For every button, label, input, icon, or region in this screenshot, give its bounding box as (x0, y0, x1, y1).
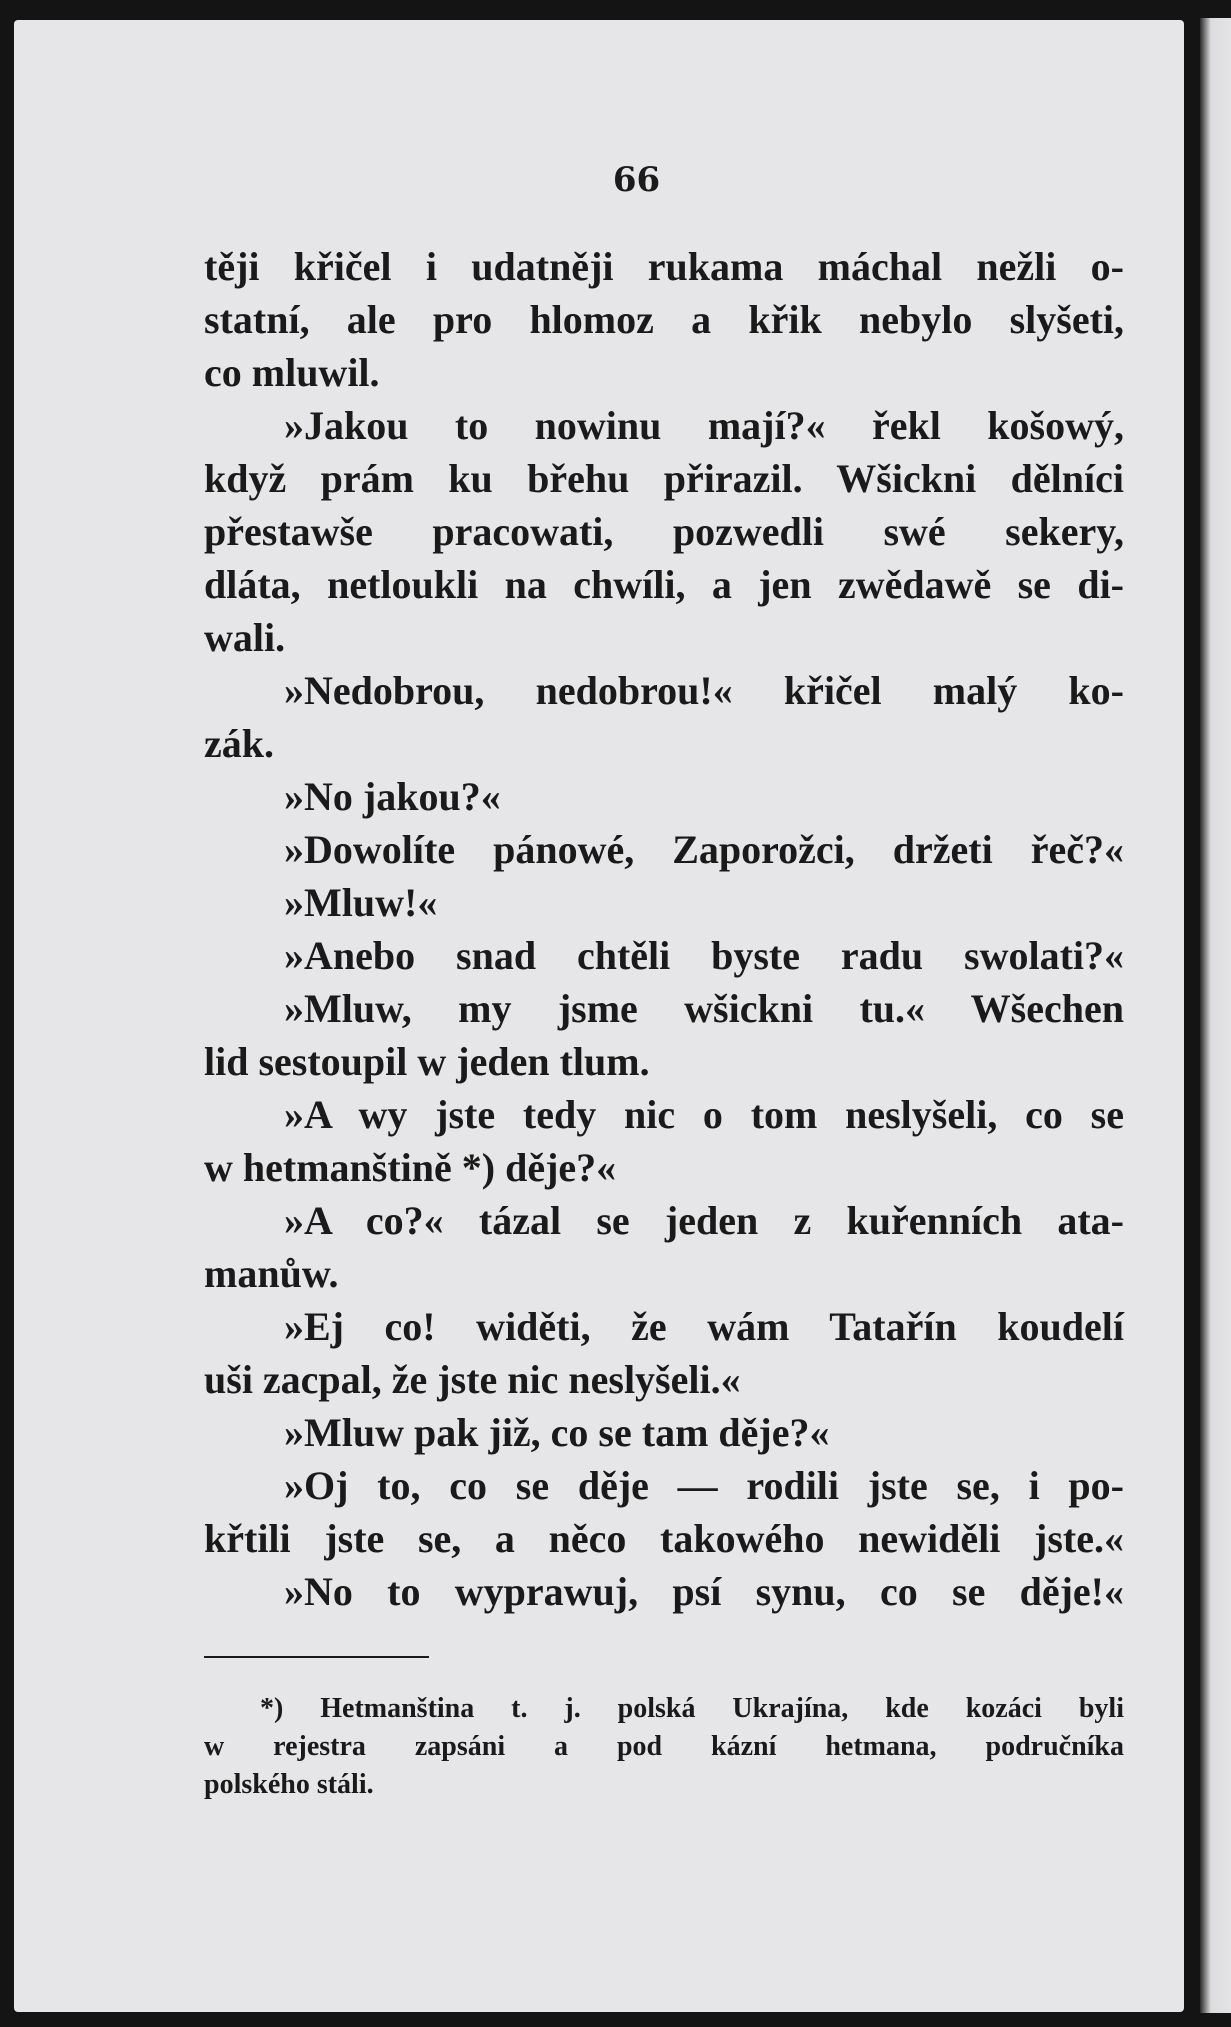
body-text (204, 240, 1124, 1618)
text-line: zák. (204, 721, 274, 766)
text-line: »Anebo snad chtěli byste radu swolati?« (284, 933, 1124, 978)
text-line: když prám ku břehu přirazil. Wšickni dělníci (204, 456, 1124, 501)
text-line: wali. (204, 615, 286, 660)
text-line: přestawše pracowati, pozwedli swé sekery, (204, 509, 1124, 554)
text-line: statní, ale pro hlomoz a křik nebylo slyšeti, (204, 297, 1124, 342)
text-line: »Dowolíte pánowé, Zaporožci, držeti řeč?« (284, 827, 1124, 872)
text-line: »Jakou to nowinu mají?« řekl košowý, (284, 403, 1124, 448)
text-line: »No to wyprawuj, psí synu, co se děje!« (284, 1569, 1124, 1614)
text-line: »Mluw!« (284, 880, 438, 925)
footnote-divider (204, 1656, 429, 1658)
text-line: »Mluw pak již, co se tam děje?« (284, 1410, 830, 1455)
footnote-line: polského stáli. (204, 1769, 374, 1800)
text-line: těji křičel i udatněji rukama máchal nežli o- (204, 244, 1124, 289)
text-line: manůw. (204, 1251, 339, 1296)
text-line: »Mluw, my jsme wšickni tu.« Wšechen (284, 986, 1124, 1031)
page-number: 66 (612, 160, 661, 200)
text-line: »A wy jste tedy nic o tom neslyšeli, co se (284, 1092, 1124, 1137)
text-line: »A co?« tázal se jeden z kuřenních ata- (284, 1198, 1124, 1243)
text-line: »Ej co! widěti, že wám Tatařín koudelí (284, 1304, 1124, 1349)
page-edge (1200, 18, 1231, 2013)
text-line: křtili jste se, a něco takowého newiděli jste.« (204, 1516, 1124, 1561)
text-line: »Nedobrou, nedobrou!« křičel malý ko- (284, 668, 1124, 713)
text-line: »Oj to, co se děje — rodili jste se, i po- (284, 1463, 1124, 1508)
footnote-line: w rejestra zapsáni a pod kázní hetmana, područníka (204, 1731, 1124, 1762)
text-line: co mluwil. (204, 350, 380, 395)
text-line: w hetmanštině *) děje?« (204, 1145, 617, 1190)
footnote (204, 1690, 1124, 1804)
text-line: dláta, netloukli na chwíli, a jen zwědawě se di- (204, 562, 1124, 607)
text-line: »No jakou?« (284, 774, 501, 819)
text-line: lid sestoupil w jeden tlum. (204, 1039, 650, 1084)
footnote-line: *) Hetmanština t. j. polská Ukrajína, kde kozáci byli (260, 1693, 1124, 1724)
text-line: uši zacpal, že jste nic neslyšeli.« (204, 1357, 741, 1402)
